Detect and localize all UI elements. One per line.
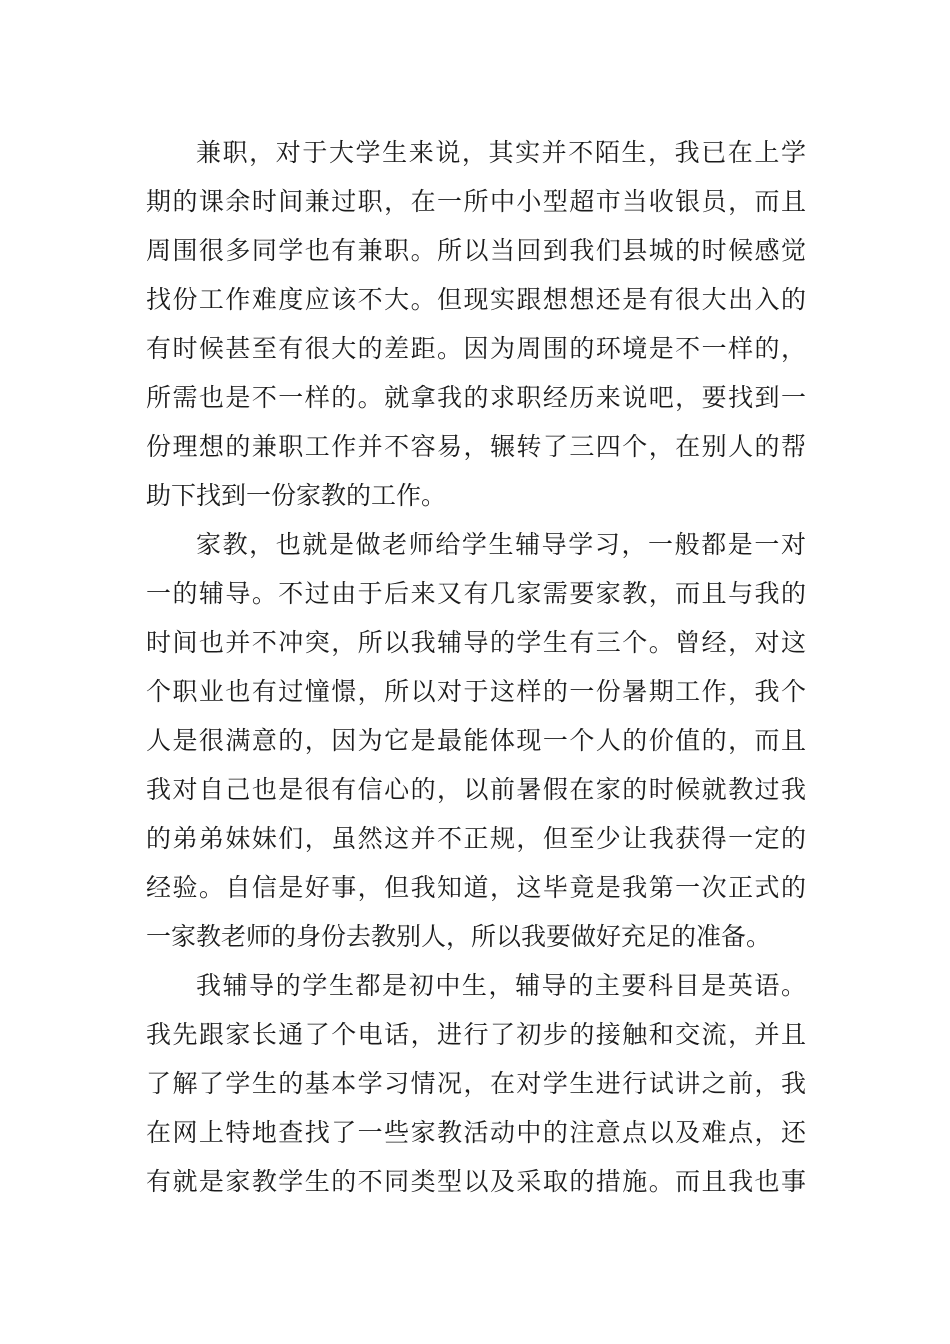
paragraph-2 — [146, 520, 806, 961]
text-line: 兼职，对于大学生来说，其实并不陌生，我已在上学 — [196, 138, 806, 167]
text-line: 我对自己也是很有信心的，以前暑假在家的时候就教过我 — [146, 775, 806, 804]
paragraph-1 — [146, 128, 806, 520]
text-line: 在网上特地查找了一些家教活动中的注意点以及难点，还 — [146, 1118, 806, 1147]
text-line: 找份工作难度应该不大。但现实跟想想还是有很大出入的 — [146, 285, 806, 314]
text-line: 期的课余时间兼过职，在一所中小型超市当收银员，而且 — [146, 187, 806, 216]
text-line: 经验。自信是好事，但我知道，这毕竟是我第一次正式的 — [146, 873, 806, 902]
text-line: 一的辅导。不过由于后来又有几家需要家教，而且与我的 — [146, 579, 806, 608]
text-line: 有时候甚至有很大的差距。因为周围的环境是不一样的， — [146, 334, 806, 363]
text-line: 一家教老师的身份去教别人，所以我要做好充足的准备。 — [146, 922, 772, 951]
text-line: 有就是家教学生的不同类型以及采取的措施。而且我也事 — [146, 1167, 806, 1196]
text-line: 我先跟家长通了个电话，进行了初步的接触和交流，并且 — [146, 1020, 806, 1049]
text-line: 个职业也有过憧憬，所以对于这样的一份暑期工作，我个 — [146, 677, 806, 706]
document-body — [146, 128, 806, 1206]
paragraph-3 — [146, 961, 806, 1206]
text-line: 时间也并不冲突，所以我辅导的学生有三个。曾经，对这 — [146, 628, 806, 657]
text-line: 助下找到一份家教的工作。 — [146, 481, 447, 510]
text-line: 份理想的兼职工作并不容易，辗转了三四个，在别人的帮 — [146, 432, 806, 461]
text-line: 的弟弟妹妹们，虽然这并不正规，但至少让我获得一定的 — [146, 824, 806, 853]
text-line: 我辅导的学生都是初中生，辅导的主要科目是英语。 — [196, 971, 806, 1000]
text-line: 家教，也就是做老师给学生辅导学习，一般都是一对 — [196, 530, 806, 559]
text-line: 了解了学生的基本学习情况，在对学生进行试讲之前，我 — [146, 1069, 806, 1098]
text-line: 周围很多同学也有兼职。所以当回到我们县城的时候感觉 — [146, 236, 806, 265]
text-line: 人是很满意的，因为它是最能体现一个人的价值的，而且 — [146, 726, 806, 755]
text-line: 所需也是不一样的。就拿我的求职经历来说吧，要找到一 — [146, 383, 806, 412]
